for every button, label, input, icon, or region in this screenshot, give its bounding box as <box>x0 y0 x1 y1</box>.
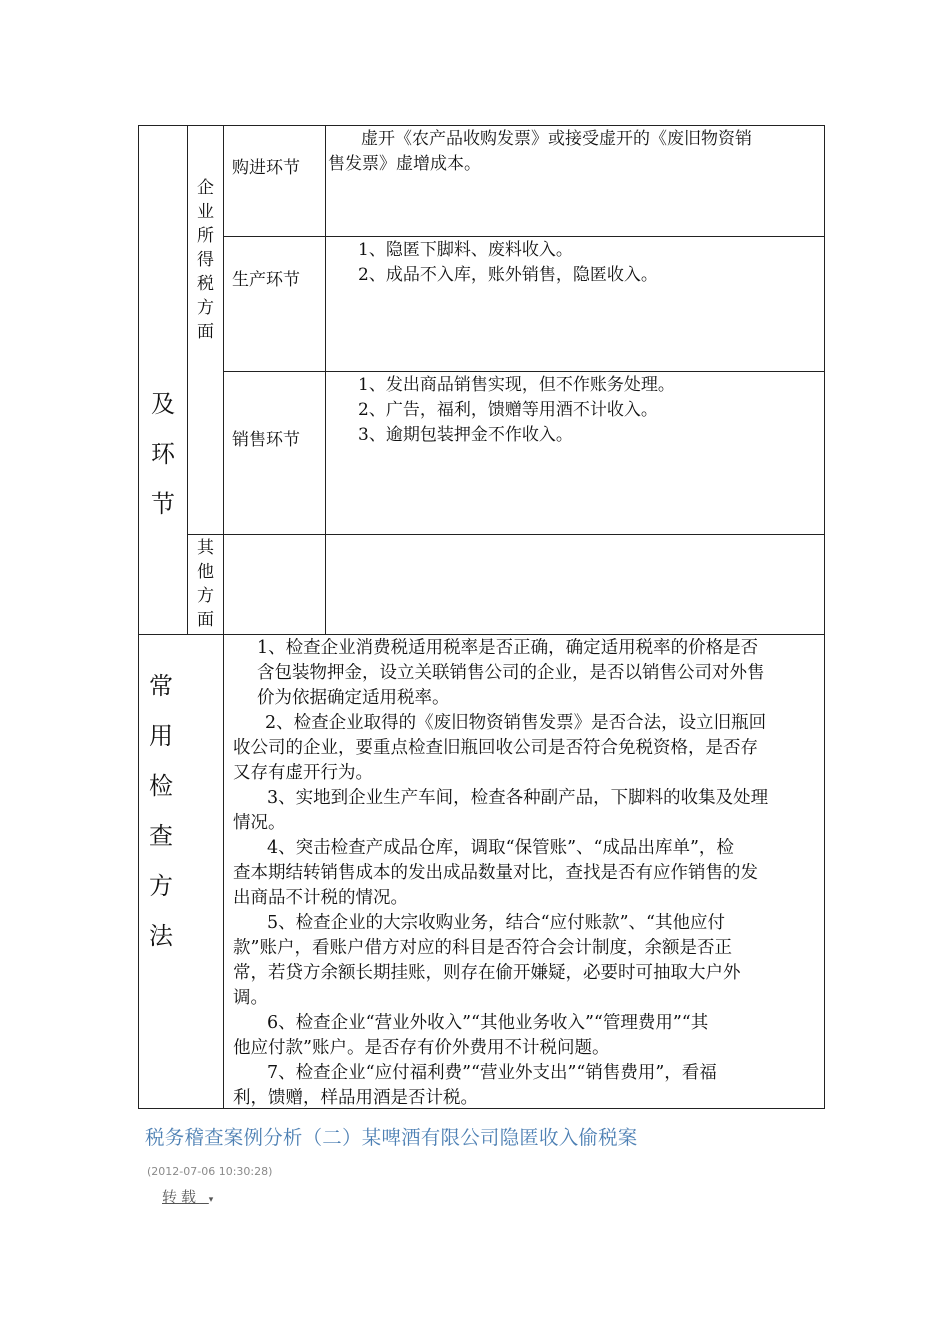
issue-line: 2、广告，福利，馈赠等用酒不计收入。 <box>358 400 658 420</box>
label-char: 法 <box>149 922 173 950</box>
group-label-other <box>188 540 223 629</box>
label-char: 检 <box>149 772 173 800</box>
method-line: 5、检查企业的大宗收购业务，结合“应付账款”、“其他应付 <box>267 913 725 933</box>
label-char: 所 <box>197 226 214 246</box>
label-char: 业 <box>197 202 214 222</box>
method-line: 他应付款”账户。是否存有价外费用不计税问题。 <box>233 1038 610 1058</box>
method-line: 含包装物押金，设立关联销售公司的企业，是否以销售公司对外售 <box>257 663 765 683</box>
label-char: 面 <box>197 610 214 630</box>
issue-line: 1、隐匿下脚料、废料收入。 <box>358 240 573 260</box>
article-date: (2012-07-06 10:30:28) <box>147 1165 273 1178</box>
method-line: 情况。 <box>233 813 286 833</box>
method-line: 4、突击检查产成品仓库，调取“保管账”、“成品出库单”，检 <box>267 838 734 858</box>
issue-line: 售发票》虚增成本。 <box>328 154 481 174</box>
method-line: 查本期结转销售成本的发出成品数量对比，查找是否有应作销售的发 <box>233 863 758 883</box>
repost-label: 转载 <box>162 1188 201 1206</box>
label-char: 得 <box>197 250 214 270</box>
issue-line: 1、发出商品销售实现，但不作账务处理。 <box>358 375 675 395</box>
label-char: 及 <box>151 390 175 418</box>
label-char: 其 <box>197 538 214 558</box>
issue-line: 虚开《农产品收购发票》或接受虚开的《废旧物资销 <box>361 129 752 149</box>
purchase-issues <box>328 127 822 177</box>
label-char: 方 <box>197 586 214 606</box>
chevron-down-icon: ▾ <box>208 1195 214 1205</box>
label-char: 查 <box>149 822 173 850</box>
issue-line: 3、逾期包装押金不作收入。 <box>358 425 573 445</box>
method-line: 调。 <box>233 988 268 1008</box>
label-char: 方 <box>197 298 214 318</box>
method-line: 3、实地到企业生产车间，检查各种副产品，下脚料的收集及处理 <box>267 788 769 808</box>
repost-button[interactable] <box>162 1186 213 1207</box>
method-line: 7、检查企业“应付福利费”“营业外支出”“销售费用”，看福 <box>267 1063 717 1083</box>
sales-issues <box>358 373 818 448</box>
stage-purchase: 购进环节 <box>232 158 300 178</box>
label-char: 他 <box>197 562 214 582</box>
label-char: 常 <box>149 672 173 700</box>
production-issues <box>358 238 818 288</box>
stage-sales: 销售环节 <box>232 430 300 450</box>
group-label-income-tax <box>188 180 223 341</box>
method-line: 收公司的企业，要重点检查旧瓶回收公司是否符合免税资格，是否存 <box>233 738 758 758</box>
method-line: 1、检查企业消费税适用税率是否正确，确定适用税率的价格是否 <box>257 638 759 658</box>
method-line: 2、检查企业取得的《废旧物资销售发票》是否合法，设立旧瓶回 <box>265 713 767 733</box>
article-title[interactable]: 税务稽查案例分析（二）某啤酒有限公司隐匿收入偷税案 <box>145 1126 638 1149</box>
method-line: 利，馈赠，样品用酒是否计税。 <box>233 1088 478 1108</box>
stage-production: 生产环节 <box>232 270 300 290</box>
section-label-stages <box>141 392 185 516</box>
method-line: 6、检查企业“营业外收入”“其他业务收入”“管理费用”“其 <box>267 1013 709 1033</box>
method-line: 出商品不计税的情况。 <box>233 888 408 908</box>
label-char: 方 <box>149 872 173 900</box>
label-char: 企 <box>197 178 214 198</box>
method-line: 款”账户，看账户借方对应的科目是否符合会计制度，余额是否正 <box>233 938 732 958</box>
method-line: 又存有虚开行为。 <box>233 763 373 783</box>
label-char: 面 <box>197 322 214 342</box>
methods-list <box>233 636 818 1111</box>
label-char: 环 <box>151 440 175 468</box>
label-char: 节 <box>151 490 175 518</box>
label-char: 用 <box>149 722 173 750</box>
issue-line: 2、成品不入库，账外销售，隐匿收入。 <box>358 265 658 285</box>
method-line: 价为依据确定适用税率。 <box>257 688 450 708</box>
method-line: 常，若贷方余额长期挂账，则存在偷开嫌疑，必要时可抽取大户外 <box>233 963 741 983</box>
label-char: 税 <box>197 274 214 294</box>
section-label-methods <box>141 674 181 948</box>
